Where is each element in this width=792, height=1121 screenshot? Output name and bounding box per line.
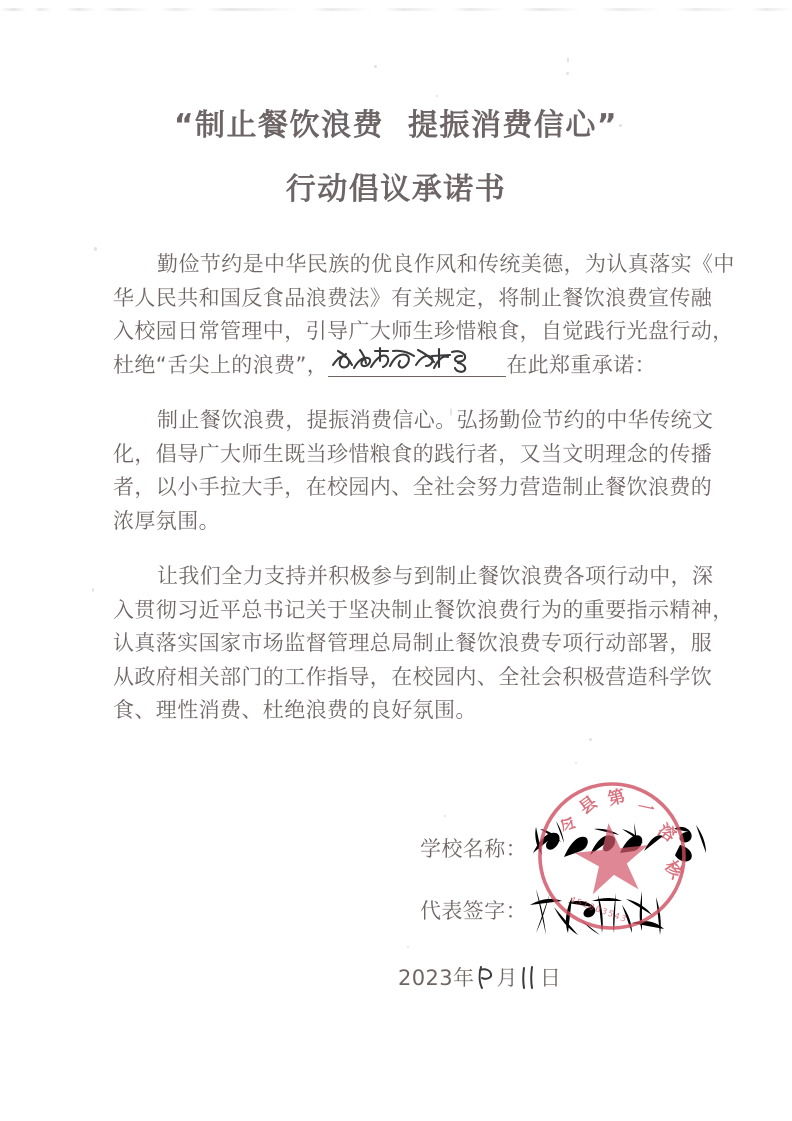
paragraph-3-line-5: 食、理性消费、杜绝浪费的良好氛围。 [113,698,477,722]
paragraph-3 [113,560,734,728]
scan-speck [575,762,577,764]
paragraph-2-line-4: 浓厚氛围。 [113,508,220,533]
scan-noise-artifact [0,8,792,11]
representative-signature-label: 代表签字： [420,899,527,923]
school-name-label: 学校名称： [420,837,527,861]
seal-star-icon [572,819,653,895]
paragraph-2-line-2: 化，倡导广大师生既当珍惜粮食的践行者，又当文明理念的传播 [113,441,713,466]
paragraph-1-line-3: 入校园日常管理中，引导广大师生珍惜粮食，自觉践行光盘行动， [113,319,734,343]
paragraph-3-line-4: 从政府相关部门的工作指导，在校园内、全社会积极营造科学饮 [113,664,713,689]
seal-arc-char-6: 核 [660,857,687,883]
document-body [113,248,735,728]
paragraph-2-line-1 [113,404,714,438]
handwritten-school-name [330,345,480,375]
signature-block [420,833,527,957]
seal-serial-number: 451003543 [568,895,629,926]
paragraph-1-line-4-prefix: 杜绝“舌尖上的浪费”， [113,352,329,377]
school-name-row [420,833,527,895]
paragraph-2 [113,404,714,538]
date-year: 2023 [398,966,454,990]
scan-speck [92,588,94,592]
seal-arc-char-2: 县 [575,792,602,819]
title-line-2: 行动倡议承诺书 [285,172,507,207]
title-line-1: “制止餐饮浪费 提振消费信心” [173,108,619,143]
date-month-handwritten-field[interactable] [474,967,496,989]
date-day-unit: 日 [539,966,562,990]
paragraph-1-line-2: 华人民共和国反食品浪费法》有关规定，将制止餐饮浪费宣传融 [113,285,713,310]
scan-speck [444,815,446,817]
representative-signature-row [420,895,527,957]
paragraph-3-line-3: 认真落实国家市场监督管理总局制止餐饮浪费专项行动部署，服 [113,631,713,655]
scan-speck [566,72,569,75]
paragraph-2-line-1-text: 制止餐饮浪费，提振消费信心。弘扬勤俭节约的中华传统文 [157,408,714,432]
scan-speck [436,95,438,97]
handwritten-month [474,963,496,991]
seal-graphic [523,771,700,942]
seal-arc-char-3: 第 [605,786,628,810]
school-name-blank-field[interactable] [328,352,506,377]
paragraph-1-line-1 [113,248,735,282]
date-year-unit: 年 [453,966,475,990]
scan-speck [567,57,569,63]
seal-arc-char-5: 溶 [653,820,680,847]
scan-speck [374,65,377,68]
scan-speck [94,247,97,251]
paragraph-1 [113,248,735,382]
scan-speck [589,738,592,741]
seal-arc-char-1: 令 [556,812,583,839]
paragraph-3-line-1-text: 让我们全力支持并积极参与到制止餐饮浪费各项行动中，深 [157,564,714,588]
date-line [398,962,561,992]
paragraph-3-line-2: 入贯彻习近平总书记关于坚决制止餐饮浪费行为的重要指示精神， [113,597,734,622]
paragraph-1-line-1-text: 勤俭节约是中华民族的优良作风和传统美德，为认真落实《中 [157,252,735,276]
paragraph-3-line-1 [113,560,714,594]
scan-speck [407,946,409,948]
date-month-unit: 月 [496,966,518,990]
paragraph-2-line-3: 者，以小手拉大手，在校园内、全社会努力营造制止餐饮浪费的 [113,475,713,499]
handwritten-day [518,963,540,991]
paragraph-1-line-4-suffix: 在此郑重承诺： [506,352,656,377]
seal-arc-char-4: 一 [635,797,657,821]
date-day-handwritten-field[interactable] [518,967,540,989]
document-title [0,104,792,212]
paragraph-1-line-4 [113,349,685,383]
official-seal-stamp [523,771,700,942]
